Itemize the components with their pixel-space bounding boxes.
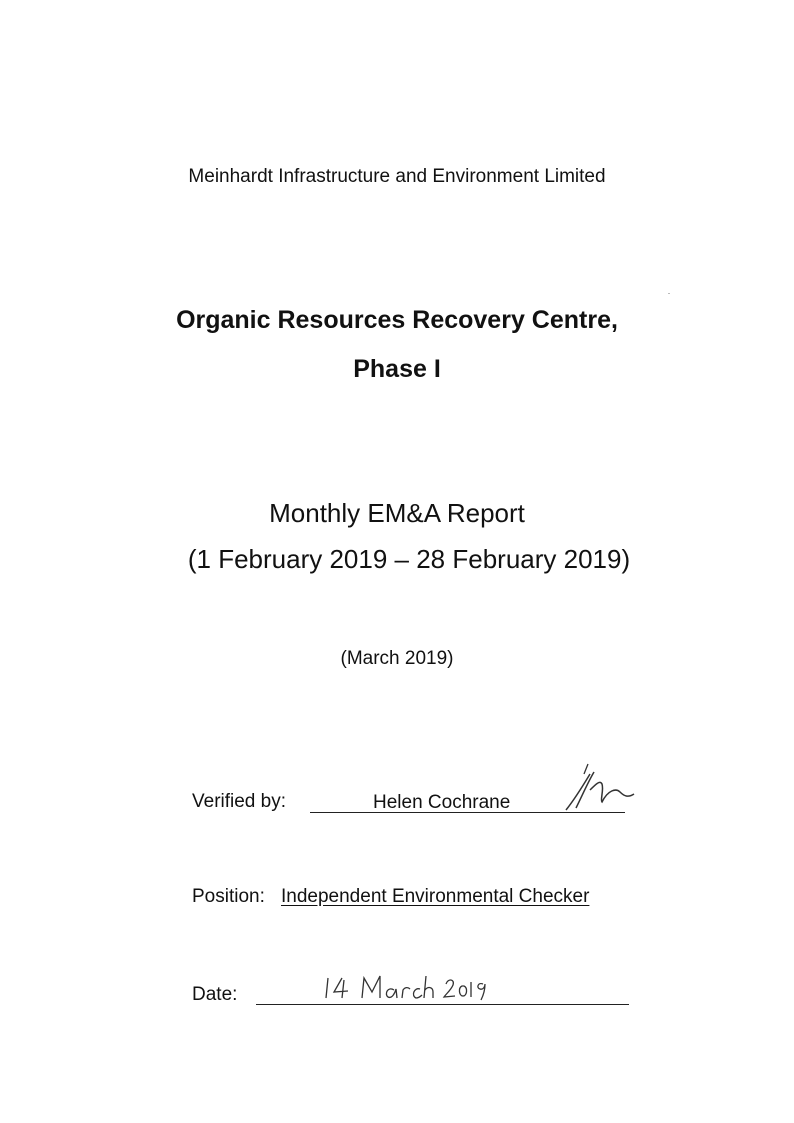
handwritten-signature xyxy=(550,760,640,822)
date-underline xyxy=(256,1004,629,1005)
verified-by-label: Verified by: xyxy=(192,791,286,812)
position-label: Position: xyxy=(192,886,265,907)
handwritten-date xyxy=(320,970,492,1004)
report-title: Monthly EM&A Report xyxy=(269,498,525,528)
issue-date: (March 2019) xyxy=(340,648,454,669)
project-title-line-2: Phase I xyxy=(353,355,441,383)
date-label: Date: xyxy=(192,984,238,1005)
scan-speck xyxy=(668,293,670,294)
verified-by-name: Helen Cochrane xyxy=(373,792,511,813)
position-value: Independent Environmental Checker xyxy=(281,886,590,907)
report-period: (1 February 2019 – 28 February 2019) xyxy=(187,544,631,574)
company-name: Meinhardt Infrastructure and Environment Limited xyxy=(188,166,606,187)
project-title-line-1: Organic Resources Recovery Centre, xyxy=(176,306,618,334)
